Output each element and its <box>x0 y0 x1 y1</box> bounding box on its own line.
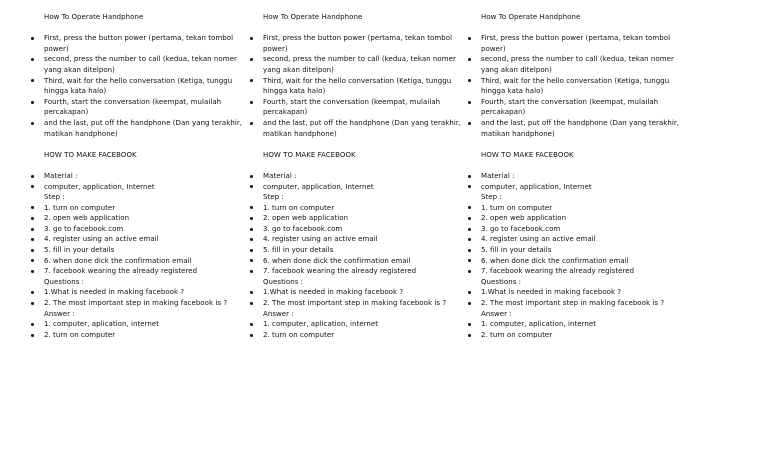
list-item: Questions : <box>481 277 522 286</box>
list-item: 1. computer, aplication, internet <box>249 319 467 330</box>
list-item: and the last, put off the handphone (Dan yang terakhir, matikan handphone) <box>467 118 685 139</box>
list-item: Fourth, start the conversation (keempat, mulailah percakapan) <box>30 97 248 118</box>
handphone-title: How To Operate Handphone <box>263 13 363 21</box>
list-item: computer, application, Internet <box>30 182 248 193</box>
list-item: 2. turn on computer <box>30 330 248 341</box>
spacer <box>467 160 685 171</box>
facebook-list <box>467 171 685 341</box>
list-item: 1. computer, aplication, internet <box>30 319 248 330</box>
spacer <box>249 139 467 150</box>
list-item: and the last, put off the handphone (Dan yang terakhir, matikan handphone) <box>249 118 467 139</box>
list-item: 4. register using an active email <box>249 234 467 245</box>
list-item: 2. open web application <box>249 213 467 224</box>
list-item: Step : <box>263 193 284 202</box>
handphone-steps-list <box>467 33 685 139</box>
list-item: Material : <box>467 171 685 182</box>
list-item: 3. go to facebook.com <box>249 224 467 235</box>
list-item: Step : <box>481 193 502 202</box>
list-item: First, press the button power (pertama, tekan tombol power) <box>30 33 248 54</box>
handphone-title: How To Operate Handphone <box>44 13 144 21</box>
facebook-list <box>249 171 467 341</box>
list-item: second, press the number to call (kedua, tekan nomer yang akan ditelpon) <box>30 54 248 75</box>
list-item: 2. turn on computer <box>249 330 467 341</box>
handphone-steps-list <box>249 33 467 139</box>
list-item: 5. fill in your details <box>467 245 685 256</box>
spacer <box>30 160 248 171</box>
list-item: Third, wait for the hello conversation (Ketiga, tunggu hingga kata halo) <box>249 76 467 97</box>
handphone-steps-list <box>30 33 248 139</box>
list-item: 6. when done dick the confirmation email <box>249 256 467 267</box>
list-item: computer, application, Internet <box>249 182 467 193</box>
list-item: 1.What is needed in making facebook ? <box>249 287 467 298</box>
list-item: computer, application, Internet <box>467 182 685 193</box>
column-3 <box>467 12 685 340</box>
list-item: 2. open web application <box>30 213 248 224</box>
list-item: Material : <box>30 171 248 182</box>
list-item: Answer : <box>481 309 512 318</box>
list-item: 1. turn on computer <box>30 203 248 214</box>
list-item: Third, wait for the hello conversation (Ketiga, tunggu hingga kata halo) <box>467 76 685 97</box>
list-item: second, press the number to call (kedua, tekan nomer yang akan ditelpon) <box>467 54 685 75</box>
list-item: 2. The most important step in making facebook is ? <box>467 298 685 309</box>
facebook-list <box>30 171 248 341</box>
list-item: 7. facebook wearing the already registered <box>249 266 467 277</box>
list-item: 1. turn on computer <box>249 203 467 214</box>
list-item: 7. facebook wearing the already registered <box>467 266 685 277</box>
facebook-title: HOW TO MAKE FACEBOOK <box>44 150 137 159</box>
spacer <box>467 23 685 34</box>
list-item: and the last, put off the handphone (Dan yang terakhir, matikan handphone) <box>30 118 248 139</box>
facebook-title: HOW TO MAKE FACEBOOK <box>263 150 356 159</box>
facebook-title: HOW TO MAKE FACEBOOK <box>481 150 574 159</box>
list-item: Third, wait for the hello conversation (Ketiga, tunggu hingga kata halo) <box>30 76 248 97</box>
list-item: Answer : <box>44 309 75 318</box>
list-item: second, press the number to call (kedua, tekan nomer yang akan ditelpon) <box>249 54 467 75</box>
list-item: 4. register using an active email <box>30 234 248 245</box>
list-item: Fourth, start the conversation (keempat, mulailah percakapan) <box>467 97 685 118</box>
list-item: Material : <box>249 171 467 182</box>
list-item: Step : <box>44 193 65 202</box>
list-item: 2. The most important step in making facebook is ? <box>30 298 248 309</box>
column-2 <box>249 12 467 340</box>
column-1 <box>30 12 248 340</box>
spacer <box>249 23 467 34</box>
list-item: Fourth, start the conversation (keempat, mulailah percakapan) <box>249 97 467 118</box>
list-item: 3. go to facebook.com <box>467 224 685 235</box>
list-item: 5. fill in your details <box>249 245 467 256</box>
list-item: 1. turn on computer <box>467 203 685 214</box>
list-item: 6. when done dick the confirmation email <box>30 256 248 267</box>
spacer <box>30 23 248 34</box>
list-item: 3. go to facebook.com <box>30 224 248 235</box>
list-item: 1. computer, aplication, internet <box>467 319 685 330</box>
list-item: Questions : <box>263 277 304 286</box>
list-item: 1.What is needed in making facebook ? <box>467 287 685 298</box>
list-item: 2. turn on computer <box>467 330 685 341</box>
list-item: 2. open web application <box>467 213 685 224</box>
spacer <box>249 160 467 171</box>
handphone-title: How To Operate Handphone <box>481 13 581 21</box>
list-item: Answer : <box>263 309 294 318</box>
list-item: Questions : <box>44 277 85 286</box>
list-item: 1.What is needed in making facebook ? <box>30 287 248 298</box>
list-item: 6. when done dick the confirmation email <box>467 256 685 267</box>
spacer <box>30 139 248 150</box>
list-item: 2. The most important step in making facebook is ? <box>249 298 467 309</box>
list-item: 4. register using an active email <box>467 234 685 245</box>
spacer <box>467 139 685 150</box>
list-item: 5. fill in your details <box>30 245 248 256</box>
list-item: First, press the button power (pertama, tekan tombol power) <box>249 33 467 54</box>
list-item: First, press the button power (pertama, tekan tombol power) <box>467 33 685 54</box>
list-item: 7. facebook wearing the already registered <box>30 266 248 277</box>
